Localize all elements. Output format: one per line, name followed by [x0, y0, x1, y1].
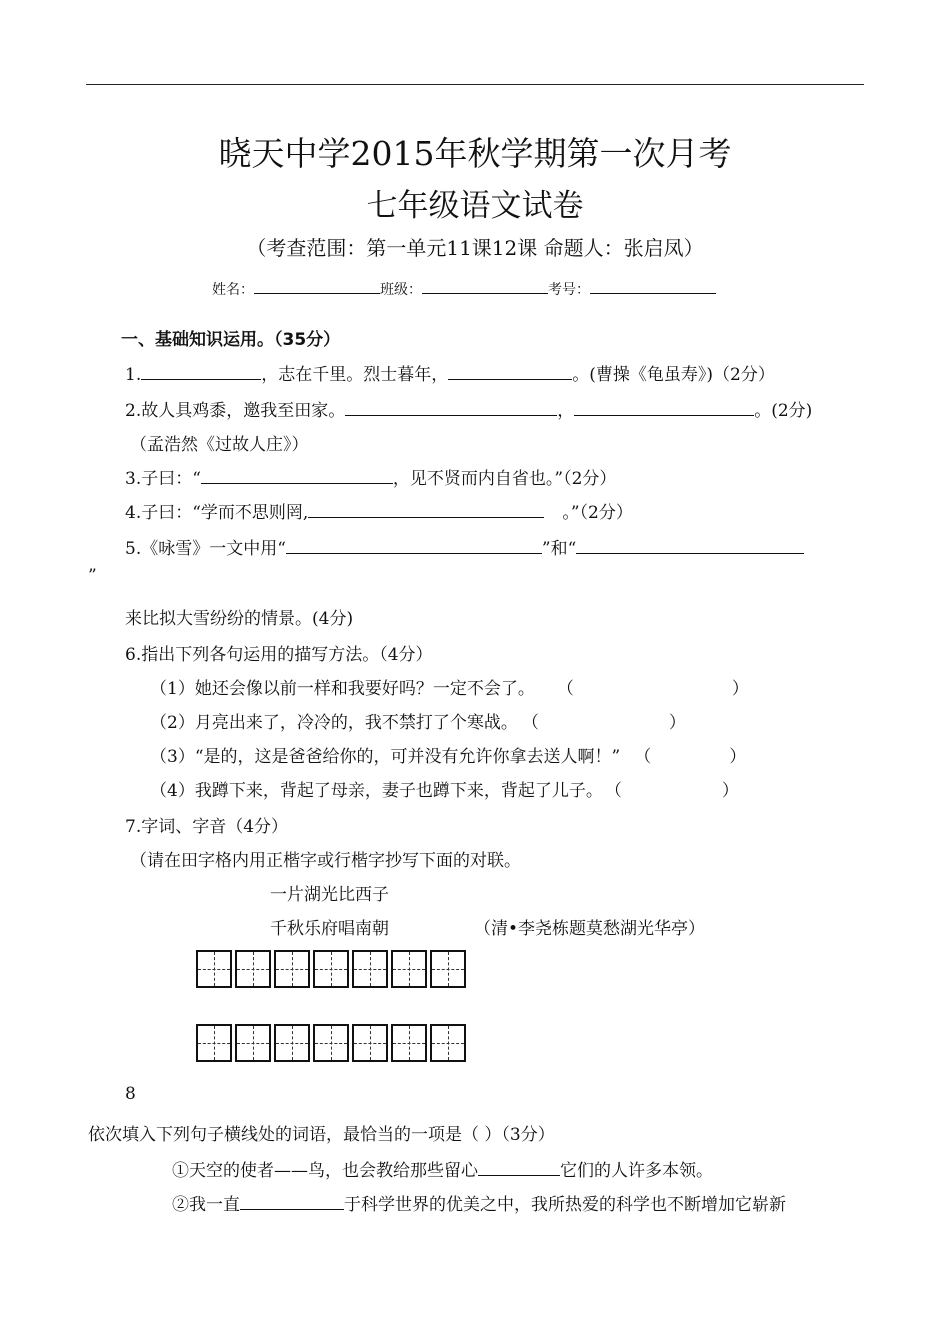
tianzige-cell[interactable]	[391, 950, 427, 988]
tianzige-cell[interactable]	[274, 1024, 310, 1062]
q8-blank-1[interactable]	[478, 1157, 560, 1176]
exam-title: 晓天中学2015年秋学期第一次月考	[218, 134, 732, 173]
q8-blank-2[interactable]	[240, 1191, 344, 1210]
question-6-item-2: （2）月亮出来了，冷冷的，我不禁打了个寒战。 （ ）	[150, 713, 686, 733]
tianzige-cell[interactable]	[430, 1024, 466, 1062]
tianzige-cell[interactable]	[313, 950, 349, 988]
question-1: 1. ，志在千里。烈士暮年， 。(曹操《龟虽寿》)（2分）	[125, 360, 775, 385]
q3-blank[interactable]	[201, 465, 393, 484]
number-field[interactable]	[590, 277, 716, 294]
q2-blank-1[interactable]	[345, 397, 557, 416]
tianzige-cell[interactable]	[235, 1024, 271, 1062]
question-8-sentence-1: ①天空的使者——鸟，也会教给那些留心 它们的人许多本领。	[172, 1156, 713, 1181]
name-label: 姓名：	[212, 282, 254, 298]
class-field[interactable]	[422, 277, 548, 294]
tianzige-cell[interactable]	[196, 950, 232, 988]
question-5: 5.《咏雪》一文中用“ ”和“	[125, 534, 804, 559]
tianzige-cell[interactable]	[313, 1024, 349, 1062]
couplet-line-1: 一片湖光比西子	[270, 885, 389, 905]
question-6-item-3: （3）“是的，这是爸爸给你的，可并没有允许你拿去送人啊！” （ ）	[150, 747, 747, 767]
question-6-item-4: （4）我蹲下来，背起了母亲，妻子也蹲下来，背起了儿子。 （ ）	[150, 781, 739, 801]
tianzige-cell[interactable]	[235, 950, 271, 988]
q1-blank-1[interactable]	[141, 361, 261, 380]
question-7-instruction: （请在田字格内用正楷字或行楷字抄写下面的对联。	[130, 851, 521, 871]
tianzige-cell[interactable]	[430, 950, 466, 988]
question-7-heading: 7.字词、字音（4分）	[125, 817, 289, 837]
number-label: 考号：	[548, 282, 590, 298]
question-5-continued: 来比拟大雪纷纷的情景。(4分)	[125, 609, 354, 629]
tianzige-row-2	[196, 1024, 466, 1062]
question-8-sentence-2: ②我一直 于科学世界的优美之中，我所热爱的科学也不断增加它崭新	[172, 1190, 786, 1215]
question-6-heading: 6.指出下列各句运用的描写方法。（4分）	[125, 645, 433, 665]
name-field[interactable]	[254, 277, 380, 294]
tianzige-cell[interactable]	[196, 1024, 232, 1062]
couplet-source: （清•李尧栋题莫愁湖光华亭）	[474, 919, 706, 939]
q1-blank-2[interactable]	[448, 361, 572, 380]
header-rule	[86, 84, 864, 85]
couplet-line-2: 千秋乐府唱南朝	[270, 919, 389, 939]
question-2-source: （孟浩然《过故人庄》）	[130, 435, 309, 455]
q2-blank-2[interactable]	[574, 397, 754, 416]
q5-blank-2[interactable]	[576, 535, 804, 554]
question-6-item-1: （1）她还会像以前一样和我要好吗？一定不会了。 （ ）	[150, 679, 749, 699]
class-label: 班级：	[380, 282, 422, 298]
question-2: 2.故人具鸡黍，邀我至田家。 ， 。(2分)	[125, 396, 812, 421]
q4-blank[interactable]	[308, 499, 544, 518]
student-info-row	[212, 277, 716, 299]
q5-blank-1[interactable]	[286, 535, 542, 554]
question-5-close-quote: ”	[88, 566, 97, 586]
question-8-number: 8	[125, 1084, 136, 1104]
tianzige-cell[interactable]	[352, 1024, 388, 1062]
tianzige-row-1	[196, 950, 466, 988]
question-3: 3.子曰：“ ，见不贤而内自省也。”（2分）	[125, 464, 616, 489]
tianzige-cell[interactable]	[274, 950, 310, 988]
exam-subtitle: 七年级语文试卷	[366, 188, 584, 224]
question-4: 4.子曰：“学而不思则罔, 。”（2分）	[125, 498, 633, 523]
tianzige-cell[interactable]	[352, 950, 388, 988]
question-8-stem: 依次填入下列句子横线处的词语，最恰当的一项是（ ）（3分）	[88, 1125, 555, 1145]
tianzige-cell[interactable]	[391, 1024, 427, 1062]
section-1-heading: 一、基础知识运用。（35分）	[121, 330, 341, 350]
exam-scope: （考查范围：第一单元11课12课 命题人：张启凤）	[246, 236, 704, 260]
